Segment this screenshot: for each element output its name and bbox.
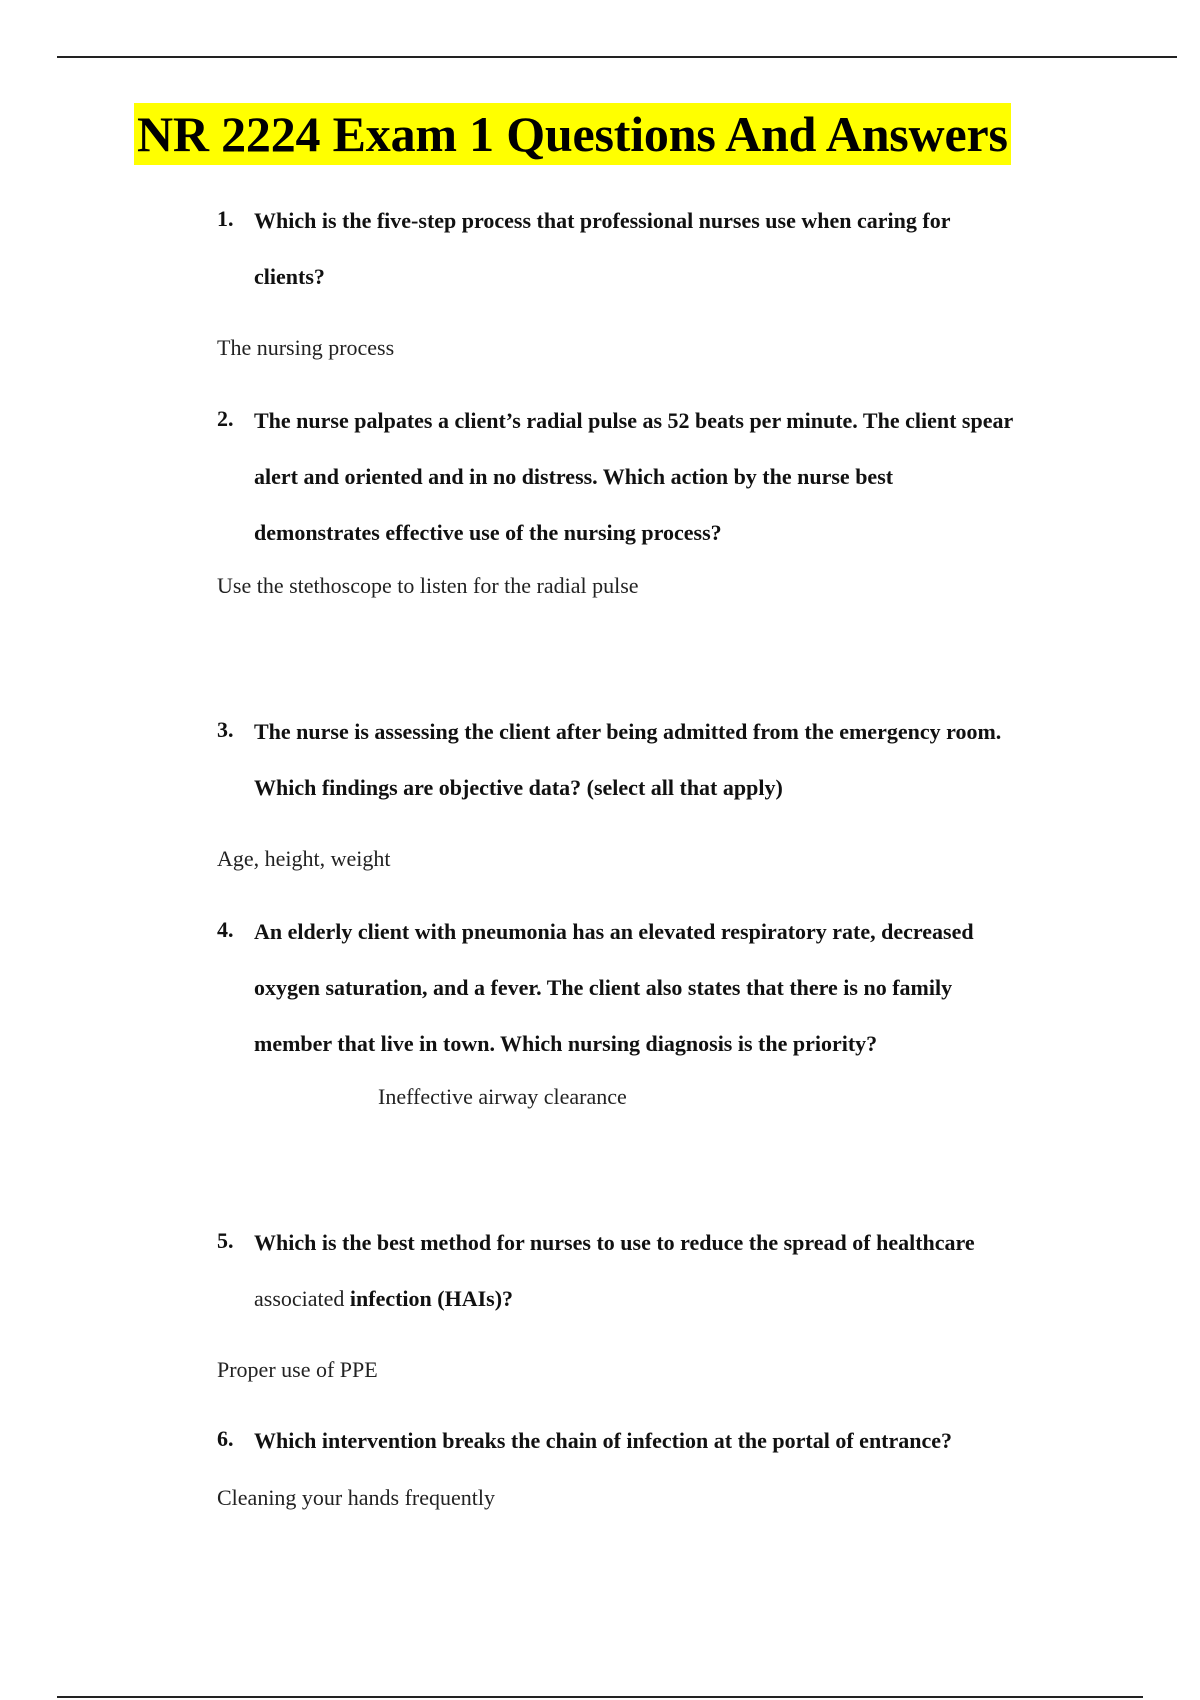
question-text-line: An elderly client with pneumonia has an elevated respiratory rate, decreased <box>254 919 974 944</box>
question-number: 5. <box>217 1228 234 1253</box>
answer-5: Proper use of PPE <box>217 1357 378 1382</box>
question-text-line: clients? <box>254 264 325 289</box>
question-number: 6. <box>217 1426 234 1451</box>
answer-1: The nursing process <box>217 335 395 360</box>
question-text-bold: infection (HAIs)? <box>344 1286 514 1311</box>
answer-4: Ineffective airway clearance <box>378 1084 627 1109</box>
bottom-divider <box>57 1696 1143 1698</box>
question-text-line: oxygen saturation, and a fever. The client also states that there is no family <box>254 975 953 1000</box>
question-text-line: Which findings are objective data? (select all that apply) <box>254 775 783 800</box>
question-text-line: alert and oriented and in no distress. Which action by the nurse best <box>254 464 894 489</box>
answer-6: Cleaning your hands frequently <box>217 1485 495 1510</box>
question-1 <box>217 206 1097 318</box>
page-title: NR 2224 Exam 1 Questions And Answers <box>134 103 1011 165</box>
question-4 <box>217 917 1097 1085</box>
question-text-line: The nurse is assessing the client after being admitted from the emergency room. <box>254 719 1002 744</box>
answer-3: Age, height, weight <box>217 846 391 871</box>
question-text-line: demonstrates effective use of the nursing process? <box>254 520 722 545</box>
question-text-line: Which intervention breaks the chain of infection at the portal of entrance? <box>254 1428 953 1453</box>
answer-2: Use the stethoscope to listen for the radial pulse <box>217 573 639 598</box>
question-text-line <box>217 1284 1097 1340</box>
question-text-line: The nurse palpates a client’s radial pulse as 52 beats per minute. The client spear <box>254 408 1014 433</box>
question-number: 1. <box>217 206 234 231</box>
question-number: 2. <box>217 406 234 431</box>
question-5 <box>217 1228 1097 1340</box>
question-3 <box>217 717 1097 829</box>
question-text-plain: associated <box>254 1286 345 1311</box>
question-number: 3. <box>217 717 234 742</box>
question-6 <box>217 1426 1097 1482</box>
question-text-line: member that live in town. Which nursing diagnosis is the priority? <box>254 1031 878 1056</box>
question-text-line: Which is the five-step process that professional nurses use when caring for <box>254 208 951 233</box>
question-2 <box>217 406 1097 574</box>
top-divider <box>57 56 1177 58</box>
question-number: 4. <box>217 917 234 942</box>
question-text-line: Which is the best method for nurses to use to reduce the spread of healthcare <box>254 1230 975 1255</box>
